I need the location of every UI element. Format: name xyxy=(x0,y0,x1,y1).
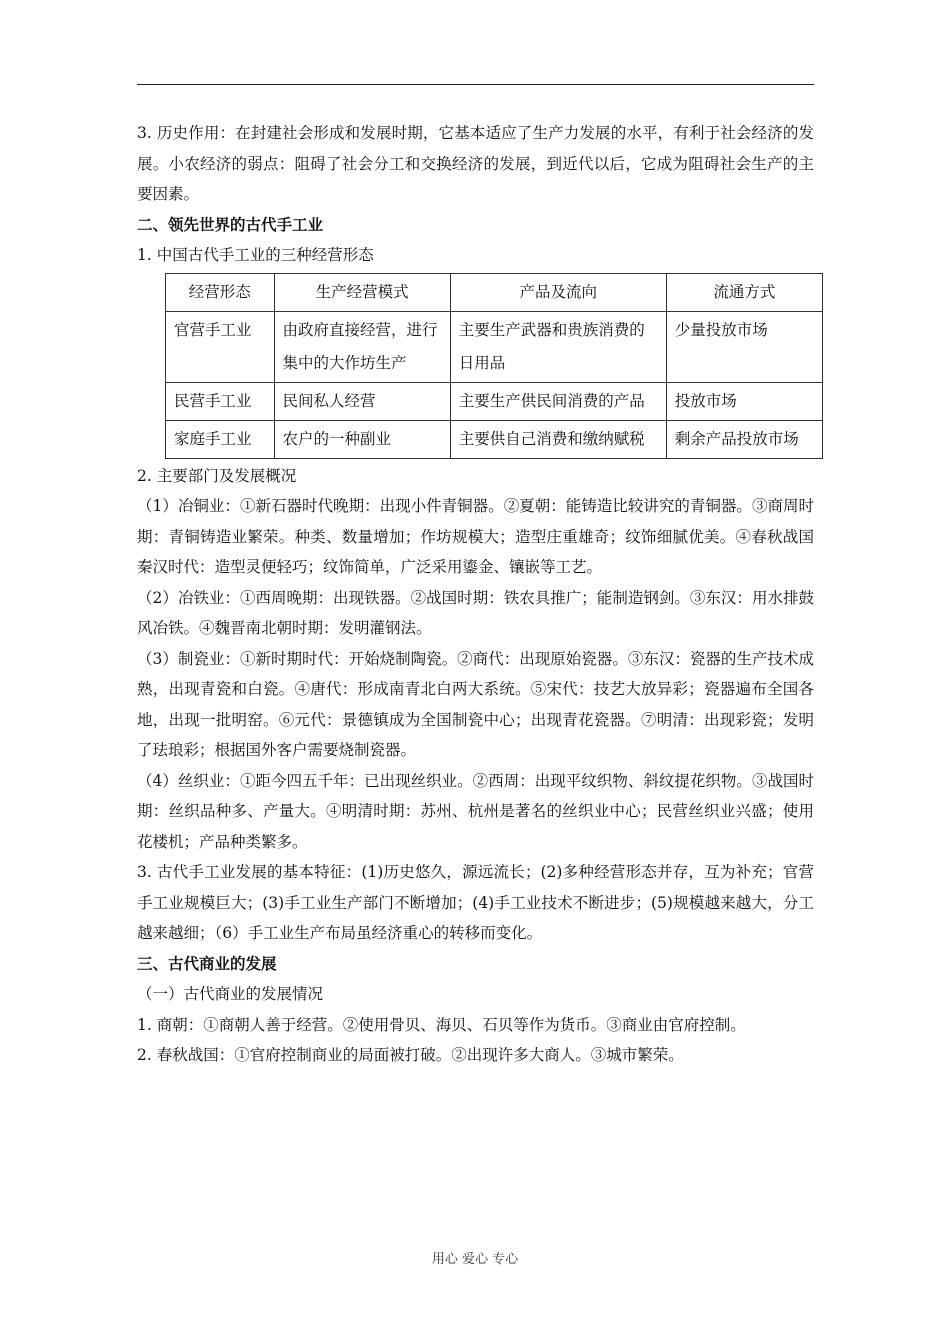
table-cell: 主要生产供民间消费的产品 xyxy=(450,382,666,420)
subheading-commerce-development: （一）古代商业的发展情况 xyxy=(137,985,324,1003)
paragraph-historical-role: 3. 历史作用：在封建社会形成和发展时期，它基本适应了生产力发展的水平，有利于社会经济的发展。小农经济的弱点：阻碍了社会分工和交换经济的发展，到近代以后，它成为阻碍社会生产的主要因素。 xyxy=(137,124,814,203)
table-header-row xyxy=(166,273,823,311)
table-cell: 农户的一种副业 xyxy=(274,420,450,458)
table-cell: 剩余产品投放市场 xyxy=(666,420,822,458)
table-cell: 民间私人经营 xyxy=(274,382,450,420)
document-body xyxy=(137,118,814,1071)
section-heading-commerce: 三、古代商业的发展 xyxy=(137,954,277,973)
section-heading-handicraft: 二、领先世界的古代手工业 xyxy=(137,215,324,234)
paragraph-shang: 1. 商朝：①商朝人善于经营。②使用骨贝、海贝、石贝等作为货币。③商业由官府控制。 xyxy=(137,1015,746,1034)
table-cell: 投放市场 xyxy=(666,382,822,420)
table-header-cell: 产品及流向 xyxy=(450,273,666,311)
table-cell: 家庭手工业 xyxy=(166,420,275,458)
table-header-cell: 生产经营模式 xyxy=(274,273,450,311)
table-cell: 由政府直接经营，进行集中的大作坊生产 xyxy=(274,311,450,382)
paragraph-porcelain: （3）制瓷业：①新时期时代：开始烧制陶瓷。②商代：出现原始瓷器。③东汉：瓷器的生产技术成熟，出现青瓷和白瓷。④唐代：形成南青北白两大系统。⑤宋代：技艺大放异彩；瓷器遍布全国各地，出现一批明窑。⑥元代：景德镇成为全国制瓷中心；出现青花瓷器。⑦明清：出现彩瓷；发明了珐琅彩；根据国外客户需要烧制瓷器。 xyxy=(137,649,814,759)
table-row xyxy=(166,420,823,458)
paragraph-silk: （4）丝织业：①距今四五千年：已出现丝织业。②西周：出现平纹织物、斜纹提花织物。③战国时期：丝织品种多、产量大。④明清时期：苏州、杭州是著名的丝织业中心；民营丝织业兴盛；使用花楼机；产品种类繁多。 xyxy=(137,771,814,851)
subheading-three-forms: 1. 中国古代手工业的三种经营形态 xyxy=(137,246,374,264)
subheading-main-sectors: 2. 主要部门及发展概况 xyxy=(137,466,297,485)
paragraph-iron: （2）冶铁业：①西周晚期：出现铁器。②战国时期：铁农具推广；能制造钢剑。③东汉：用水排鼓风冶铁。④魏晋南北朝时期：发明灌钢法。 xyxy=(137,588,814,637)
paragraph-spring-autumn: 2. 春秋战国：①官府控制商业的局面被打破。②出现许多大商人。③城市繁荣。 xyxy=(137,1046,684,1064)
paragraph-features: 3. 古代手工业发展的基本特征：(1)历史悠久，源远流长；(2)多种经营形态并存，互为补充；官营手工业规模巨大；(3)手工业生产部门不断增加；(4)手工业技术不断进步；(5)规模越来越大，分工越来越细；（6）手工业生产布局虽经济重心的转移而变化。 xyxy=(137,863,814,942)
paragraph-copper: （1）冶铜业：①新石器时代晚期：出现小件青铜器。②夏朝：能铸造比较讲究的青铜器。③商周时期：青铜铸造业繁荣。种类、数量增加；作坊规模大；造型庄重雄奇；纹饰细腻优美。④春秋战国秦汉时代：造型灵便轻巧；纹饰简单，广泛采用鎏金、镶嵌等工艺。 xyxy=(137,497,814,576)
table-cell: 主要生产武器和贵族消费的日用品 xyxy=(450,311,666,382)
table-header-cell: 流通方式 xyxy=(666,273,822,311)
header-rule xyxy=(137,84,814,85)
page-footer: 用心 爱心 专心 xyxy=(431,1252,519,1267)
table-cell: 主要供自己消费和缴纳赋税 xyxy=(450,420,666,458)
table-header-cell: 经营形态 xyxy=(166,273,275,311)
handicraft-forms-table xyxy=(165,273,823,459)
table-row xyxy=(166,382,823,420)
table-row xyxy=(166,311,823,382)
table-cell: 官营手工业 xyxy=(166,311,275,382)
table-cell: 少量投放市场 xyxy=(666,311,822,382)
table-cell: 民营手工业 xyxy=(166,382,275,420)
